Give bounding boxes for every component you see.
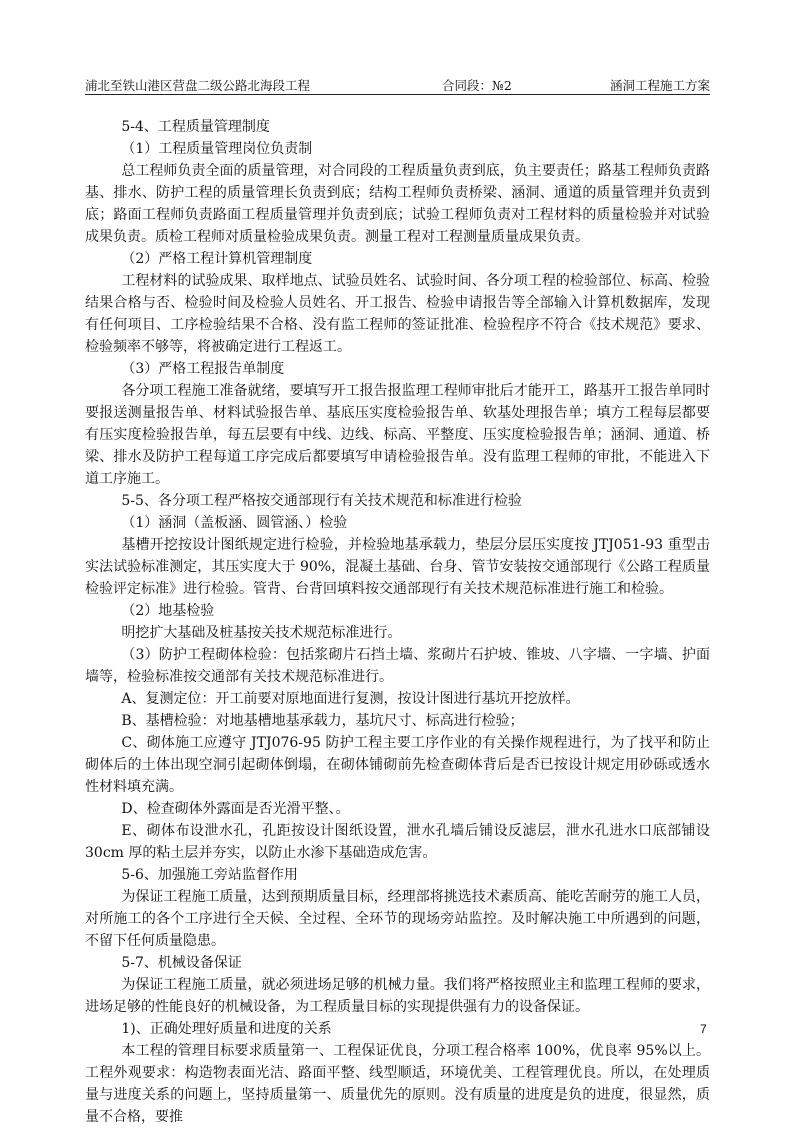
header-contract-section: 合同段：№2 xyxy=(442,78,512,93)
section-heading: 5-5、各分项工程严格按交通部现行有关技术规范和标准进行检验 xyxy=(121,493,522,509)
paragraph: 为保证工程施工质量，达到预期质量目标，经理部将挑选技术素质高、能吃苦耐劳的施工人员，对所施工的各个工序进行全天候、全过程、全环节的现场旁站监控。及时解决施工中所遇到的问题，不留下任何质量隐患。 xyxy=(85,889,710,949)
paragraph: 为保证工程施工质量，就必须进场足够的机械力量。我们将严格按照业主和监理工程师的要求，进场足够的性能良好的机械设备，为工程质量目标的实现提供强有力的设备保证。 xyxy=(85,977,710,1015)
list-item: D、检查砌体外露面是否光滑平整、。 xyxy=(121,801,350,817)
page-number: 7 xyxy=(700,1022,707,1036)
list-item: A、复测定位：开工前要对原地面进行复测，按设计图进行基坑开挖放样。 xyxy=(121,691,580,707)
header-document-title: 涵洞工程施工方案 xyxy=(609,78,710,93)
paragraph: 各分项工程施工准备就绪，要填写开工报告报监理工程师审批后才能开工，路基开工报告单同时要报送测量报告单、材料试验报告单、基底压实度检验报告单、软基处理报告单；填方工程每层都要有压实度检验报告单，每五层要有中线、边线、标高、平整度、压实度检验报告单；涵洞、通道、桥梁、排水及防护工程每道工序完成后都要填写申请检验报告单。没有监理工程师的审批，不能进入下道工序施工。 xyxy=(85,383,710,487)
subsection-heading: （2）地基检验 xyxy=(121,603,215,619)
subsection-heading: 1)、正确处理好质量和进度的关系 xyxy=(121,1021,332,1037)
paragraph: 明挖扩大基础及桩基按关技术规范标准进行。 xyxy=(121,625,402,641)
subsection-heading: （1）工程质量管理岗位负责制 xyxy=(121,141,313,157)
paragraph: 总工程师负责全面的质量管理，对合同段的工程质量负责到底，负主要责任；路基工程师负责路基、排水、防护工程的质量管理长负责到底；结构工程师负责桥梁、涵洞、通道的质量管理并负责到底；路面工程师负责路面工程质量管理并负责到底；试验工程师负责对工程材料的质量检验并对试验成果负责。质检工程师对质量检验成果负责。测量工程对工程测量质量成果负责。 xyxy=(85,163,710,245)
subsection-heading: （2）严格工程计算机管理制度 xyxy=(121,251,313,267)
subsection-heading: （3）严格工程报告单制度 xyxy=(121,361,285,377)
section-heading: 5-7、机械设备保证 xyxy=(121,955,242,971)
section-heading: 5-4、工程质量管理制度 xyxy=(121,119,270,135)
paragraph: 工程材料的试验成果、取样地点、试验员姓名、试验时间、各分项工程的检验部位、标高、检验结果合格与否、检验时间及检验人员姓名、开工报告、检验申请报告等全部输入计算机数据库，发现有任何项目、工序检验结果不合格、没有监工程师的签证批准、检验程序不符合《技术规范》要求、检验频率不够等，将被确定进行工程返工。 xyxy=(85,273,710,355)
list-item: E、砌体布设泄水孔，孔距按设计图纸设置，泄水孔墙后铺设反滤层，泄水孔进水口底部铺设 30cm 厚的粘土层并夯实，以防止水渗下基础造成危害。 xyxy=(85,823,710,861)
list-item: B、基槽检验：对地基槽地基承载力，基坑尺寸、标高进行检验； xyxy=(121,713,524,729)
header-project-name: 浦北至铁山港区营盘二级公路北海段工程 xyxy=(85,78,311,93)
paragraph: 基槽开挖按设计图纸规定进行检验，并检验地基承载力，垫层分层压实度按 JTJ051-93 重型击实法试验标准测定，其压实度大于 90%，混凝土基础、台身、管节安装按交通部现行《公路工程质量检验评定标准》进行检验。管背、台背回填料按交通部现行有关技术规范标准进行施工和检验。 xyxy=(85,537,710,597)
paragraph: 本工程的管理目标要求质量第一、工程保证优良，分项工程合格率 100%，优良率 95%以上。工程外观要求：构造物表面光洁、路面平整、线型顺适，环境优美、工程管理优良。所以，在处理质量与进度关系的问题上，坚持质量第一、质量优先的原则。没有质量的进度是负的进度，很显然，质量不合格，要推 xyxy=(85,1043,710,1125)
subsection-heading: （1）涵洞（盖板涵、圆管涵、）检验 xyxy=(121,515,348,531)
list-item: C、砌体施工应遵守 JTJ076-95 防护工程主要工序作业的有关操作规程进行，为了找平和防止砌体后的土体出现空洞引起砌体倒塌，在砌体铺砌前先检查砌体背后是否已按设计规定用砂砾或透水性材料填充满。 xyxy=(85,735,710,795)
document-body xyxy=(85,116,710,1128)
paragraph: （3）防护工程砌体检验：包括浆砌片石挡土墙、浆砌片石护坡、锥坡、八字墙、一字墙、护面墙等，检验标准按交通部有关技术规范标准进行。 xyxy=(85,647,710,685)
page-header xyxy=(85,76,710,95)
section-heading: 5-6、加强施工旁站监督作用 xyxy=(121,867,298,883)
